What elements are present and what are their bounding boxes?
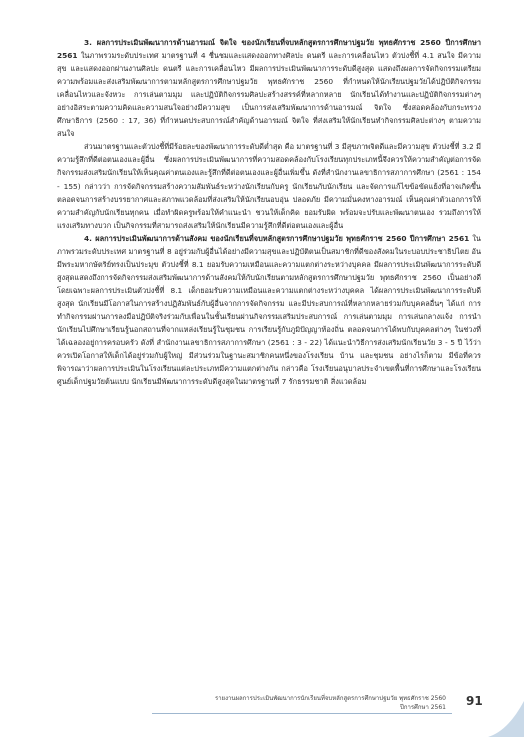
section4-heading: 4. ผลการประเมินพัฒนาการด้านสังคม ของนักเรียนที่จบหลักสูตรการศึกษาปฐมวัย พุทธศักราช 2560 ปีการศึกษา 2561: [84, 233, 470, 243]
section4-paragraph: [57, 232, 481, 389]
section3-heading: 3. ผลการประเมินพัฒนาการด้านอารมณ์ จิตใจ ของนักเรียนที่จบหลักสูตรการศึกษาปฐมวัย พุทธศักราช 2560 ปีการศึกษา 2561: [57, 38, 481, 61]
corner-decoration-icon: [488, 701, 524, 737]
page-number: 91: [466, 694, 483, 708]
page-footer: [160, 694, 446, 712]
footer-title: รายงานผลการประเมินพัฒนาการนักเรียนที่จบหลักสูตรการศึกษาปฐมวัย พุทธศักราช 2560: [214, 695, 446, 702]
section3-body: ในภาพรวมระดับประเทศ มาตรฐานที่ 4 ชื่นชมและแสดงออกทางศิลปะ ดนตรี และการเคลื่อนไหว ตัวบ่งชี้ที่ 4.1 สนใจ มีความสุข และแสดงออกผ่านงานศิลปะ ดนตรี และการเคลื่อนไหว มีผลการประเมินพัฒนาการระดับดีสูงสุด แสดงถึงผลการจัดกิจกรรมเตรียมความพร้อมและส่งเสริมพัฒนาการตามหลักสูตรการศึกษาปฐมวัย พุทธศักราช 2560 ที่กำหนดให้นักเรียนปฐมวัยได้ปฏิบัติกิจกรรมเคลื่อนไหวและจังหวะ การเล่นตามมุม และปฏิบัติกิจกรรมศิลปะสร้างสรรค์ที่หลากหลาย นักเรียนได้ทำงานและปฏิบัติกิจกรรมต่างๆ อย่างอิสระตามความคิดและความสนใจอย่างมีความสุข เป็นการส่งเสริมพัฒนาการด้านอารมณ์ จิตใจ ซึ่งสอดคล้องกับกระทรวงศึกษาธิการ (2560 : 17, 36) ที่กำหนดประสบการณ์สำคัญด้านอารมณ์ จิตใจ ที่ส่งเสริมให้นักเรียนทำกิจกรรมศิลปะต่างๆ ตามความสนใจ: [57, 51, 481, 139]
document-content: [57, 36, 481, 388]
footer-year: ปีการศึกษา 2561: [400, 704, 446, 711]
footer-divider: [152, 713, 452, 714]
section3-paragraph-2: ส่วนมาตรฐานและตัวบ่งชี้ที่มีร้อยละของพัฒนาการระดับดีต่ำสุด คือ มาตรฐานที่ 3 มีสุขภาพจิตดีและมีความสุข ตัวบ่งชี้ที่ 3.2 มีความรู้สึกที่ดีต่อตนเองและผู้อื่น ซึ่งผลการประเมินพัฒนาการที่ความสอดคล้องกับโรงเรียนทุกประเภทนี้จึงควรให้ความสำคัญต่อการจัดกิจกรรมส่งเสริมนักเรียนให้เห็นคุณค่าตนเองและรู้สึกที่ดีต่อตนเองและผู้อื่นเพิ่มขึ้น ดังที่สำนักงานเลขาธิการสภาการศึกษา (2561 : 154 - 155) กล่าวว่า การจัดกิจกรรมสร้างความสัมพันธ์ระหว่างนักเรียนกับครู นักเรียนกับนักเรียน และจัดการแก้ไขข้อขัดแย้งที่อาจเกิดขึ้น ตลอดจนการสร้างบรรยากาศและสภาพแวดล้อมที่ส่งเสริมให้นักเรียนอบอุ่น ปลอดภัย มีความมั่นคงทางอารมณ์ เห็นคุณค่าตัวเอกการให้ความสำคัญกับนักเรียนทุกคน เมื่อทำผิดครูพร้อมให้คำแนะนำ ชวนให้เด็กคิด ยอมรับผิด พร้อมจะปรับและพัฒนาตนเอง รวมถึงการให้แรงเสริมทางบวก เป็นกิจกรรมที่สามารถส่งเสริมให้นักเรียนมีความรู้สึกที่ดีต่อตนเองและผู้อื่น: [57, 142, 481, 230]
section4-body: ในภาพรวมระดับประเทศ มาตรฐานที่ 8 อยู่ร่วมกับผู้อื่นได้อย่างมีความสุขและปฏิบัติตนเป็นสมาชิกที่ดีของสังคมในระบอบประชาธิปไตย อันมีพระมหากษัตริย์ทรงเป็นประมุข ตัวบ่งชี้ที่ 8.1 ยอมรับความเหมือนและความแตกต่างระหว่างบุคคล มีผลการประเมินพัฒนาการระดับดีสูงสุดแสดงถึงการจัดกิจกรรมส่งเสริมพัฒนาการด้านสังคมให้กับนักเรียนตามหลักสูตรการศึกษาปฐมวัย พุทธศักราช 2560 เป็นอย่างดี โดยเฉพาะผลการประเมินตัวบ่งชี้ที่ 8.1 เด็กยอมรับความเหมือนและความแตกต่างระหว่างบุคคล ได้ผลการประเมินพัฒนาการระดับดีสูงสุด นักเรียนมีโอกาสในการสร้างปฏิสัมพันธ์กับผู้อื่นจากการจัดกิจกรรม และมีประสบการณ์ที่หลากหลายร่วมกับบุคคลอื่นๆ ได้แก่ การทำกิจกรรมผ่านการลงมือปฏิบัติจริงร่วมกับเพื่อนในชั้นเรียนผ่านกิจกรรมเสริมประสบการณ์ การเล่นตามมุม การเล่นกลางแจ้ง การนำนักเรียนไปศึกษาเรียนรู้นอกสถานที่จากแหล่งเรียนรู้ในชุมชน การเรียนรู้กับภูมิปัญญาท้องถิ่น ตลอดจนการได้พบกับบุคคลต่างๆ ในช่วงที่ได้เฉลองอยู่การครอบครัว ดังที่ สำนักงานเลขาธิการสภาการศึกษา (2561 : 3 - 22) ได้แนะนำวิธีการส่งเสริมนักเรียนวัย 3 - 5 ปี ไว้ว่า ควรเปิดโอกาสให้เด็กได้อยู่ร่วมกับผู้ใหญ่ มีส่วนร่วมในฐานะสมาชิกคนหนึ่งของโรงเรียน บ้าน และชุมชน อย่างไรก็ตาม มีข้อที่ควรพิจารณาว่าผลการประเมินในโรงเรียนแต่ละประเภทมีความแตกต่างกัน กล่าวคือ โรงเรียนอนุบาลประจำเขตพื้นที่การศึกษาและโรงเรียนศูนย์เด็กปฐมวัยต้นแบบ นักเรียนมีพัฒนาการระดับดีสูงสุดในมาตรฐานที่ 7 รักธรรมชาติ สิ่งแวดล้อม: [57, 233, 481, 387]
section3-paragraph: [57, 36, 481, 140]
